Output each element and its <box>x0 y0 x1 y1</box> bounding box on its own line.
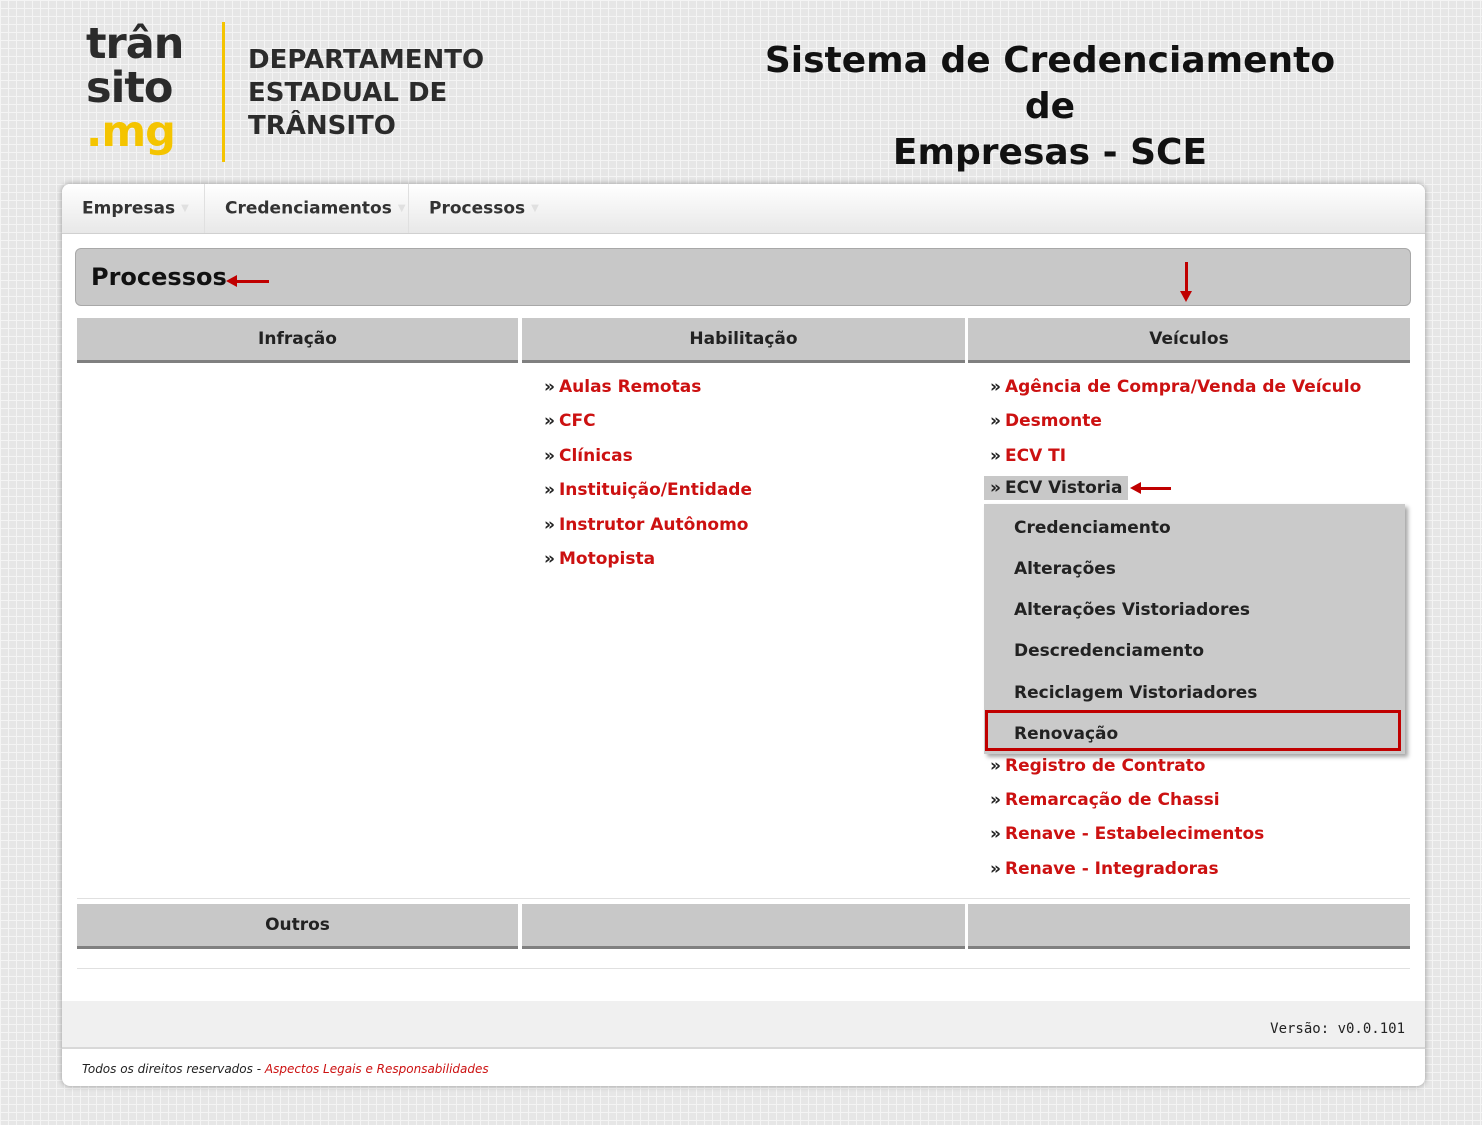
link-label: Registro de Contrato <box>1004 756 1206 776</box>
page-header <box>75 248 1411 306</box>
raquo-icon: » <box>544 549 555 569</box>
nav-item-label: Credenciamentos <box>225 198 392 219</box>
link-desmonte[interactable] <box>990 411 1102 431</box>
page-title: Processos <box>91 263 227 291</box>
link-registro-contrato[interactable] <box>990 756 1206 776</box>
link-label: Desmonte <box>1004 411 1102 431</box>
logo-dept-line2: ESTADUAL DE <box>248 78 448 108</box>
raquo-icon: » <box>544 377 555 397</box>
detran-logo <box>86 19 506 167</box>
link-label: Renave - Integradoras <box>1004 859 1219 879</box>
raquo-icon: » <box>990 411 1001 431</box>
link-label: ECV Vistoria <box>1004 478 1123 498</box>
raquo-icon: » <box>990 377 1001 397</box>
logo-divider <box>222 22 225 162</box>
top-navbar <box>62 184 1425 234</box>
column-header-outros: Outros <box>77 904 518 949</box>
link-label: Clínicas <box>558 446 633 466</box>
version-label: Versão: v0.0.101 <box>1270 1021 1405 1037</box>
column-header-empty-2 <box>522 904 965 949</box>
submenu-item-alteracoes[interactable]: Alterações <box>1014 559 1116 579</box>
logo-word-line1: trân <box>86 19 184 69</box>
raquo-icon: » <box>544 480 555 500</box>
raquo-icon: » <box>990 446 1001 466</box>
raquo-icon: » <box>544 515 555 535</box>
link-label: CFC <box>558 411 596 431</box>
column-header-empty-3 <box>968 904 1410 949</box>
annotation-arrow-left-icon <box>235 280 269 283</box>
link-ecv-vistoria[interactable] <box>984 476 1128 500</box>
raquo-icon: » <box>990 824 1001 844</box>
link-agencia-compra-venda[interactable] <box>990 377 1361 397</box>
column-header-infracao: Infração <box>77 318 518 363</box>
section-divider <box>77 968 1410 969</box>
link-renave-integradoras[interactable] <box>990 859 1219 879</box>
logo-dept-line1: DEPARTAMENTO <box>248 45 485 75</box>
link-label: Remarcação de Chassi <box>1004 790 1220 810</box>
system-title-line2: Empresas - SCE <box>892 132 1208 173</box>
section-divider <box>77 898 1410 899</box>
footer-rights-text: Todos os direitos reservados - <box>82 1062 265 1076</box>
link-instrutor-autonomo[interactable] <box>544 515 749 535</box>
caret-down-icon: ▼ <box>397 203 406 214</box>
main-panel <box>62 184 1425 1086</box>
submenu-item-descredenciamento[interactable]: Descredenciamento <box>1014 641 1205 661</box>
link-label: Instrutor Autônomo <box>558 515 749 535</box>
nav-item-label: Processos <box>429 198 526 219</box>
submenu-item-renovacao[interactable]: Renovação <box>1014 724 1119 744</box>
link-aulas-remotas[interactable] <box>544 377 701 397</box>
raquo-icon: » <box>544 446 555 466</box>
nav-item-label: Empresas <box>82 198 176 219</box>
footer-rights <box>82 1062 489 1076</box>
column-header-veiculos: Veículos <box>968 318 1410 363</box>
link-label: Aulas Remotas <box>558 377 702 397</box>
nav-item-credenciamentos[interactable] <box>205 184 409 233</box>
legal-link[interactable]: Aspectos Legais e Responsabilidades <box>264 1062 489 1076</box>
raquo-icon: » <box>990 859 1001 879</box>
renovacao-highlight-box <box>985 710 1401 751</box>
footer-band <box>62 1001 1425 1049</box>
link-label: Motopista <box>558 549 656 569</box>
link-label: ECV TI <box>1004 446 1067 466</box>
raquo-icon: » <box>990 790 1001 810</box>
system-title-line1: Sistema de Credenciamento de <box>764 40 1336 127</box>
link-ecv-ti[interactable] <box>990 446 1066 466</box>
logo-dept-line3: TRÂNSITO <box>248 111 396 141</box>
link-clinicas[interactable] <box>544 446 633 466</box>
logo-word-line3: .mg <box>86 107 175 157</box>
raquo-icon: » <box>544 411 555 431</box>
raquo-icon: » <box>990 478 1001 498</box>
nav-item-empresas[interactable] <box>62 184 205 233</box>
annotation-arrow-left-icon <box>1139 487 1171 490</box>
link-cfc[interactable] <box>544 411 596 431</box>
system-title <box>740 38 1360 176</box>
caret-down-icon: ▼ <box>181 203 189 214</box>
caret-down-icon: ▼ <box>531 203 539 214</box>
link-instituicao-entidade[interactable] <box>544 480 752 500</box>
logo-word-line2: sito <box>86 63 173 113</box>
logo-department <box>248 44 484 143</box>
link-motopista[interactable] <box>544 549 655 569</box>
annotation-arrow-down-icon <box>1185 262 1188 292</box>
submenu-item-credenciamento[interactable]: Credenciamento <box>1014 518 1171 538</box>
raquo-icon: » <box>990 756 1001 776</box>
logo-wordmark <box>86 19 184 157</box>
column-header-habilitacao: Habilitação <box>522 318 965 363</box>
nav-item-processos[interactable] <box>409 184 539 233</box>
link-label: Instituição/Entidade <box>558 480 752 500</box>
link-label: Agência de Compra/Venda de Veículo <box>1004 377 1362 397</box>
link-renave-estabelecimentos[interactable] <box>990 824 1264 844</box>
link-remarcacao-chassi[interactable] <box>990 790 1220 810</box>
submenu-item-reciclagem-vistoriadores[interactable]: Reciclagem Vistoriadores <box>1014 683 1258 703</box>
link-label: Renave - Estabelecimentos <box>1004 824 1265 844</box>
submenu-item-alteracoes-vistoriadores[interactable]: Alterações Vistoriadores <box>1014 600 1250 620</box>
